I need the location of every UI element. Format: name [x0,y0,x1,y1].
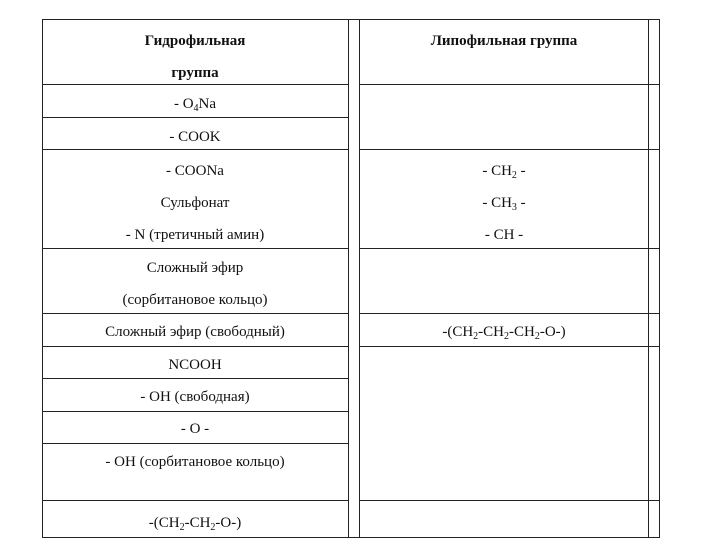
column-divider-b [359,19,360,538]
table-border-right [659,19,660,538]
hydrophilic-item: - N (третичный амин) [125,227,265,243]
row-line [42,500,349,501]
header-lipophilic: Липофильная группа [430,33,578,49]
column-divider-a [348,19,349,538]
hydrophilic-item: $-(CH_2-CH_2-O-)$ [148,515,242,533]
row-line [42,411,349,412]
row-line [359,248,660,249]
hydrophilic-item: (сорбитановое кольцо) [122,292,268,308]
row-line [42,149,349,150]
hydrophilic-item: Сульфонат [160,195,230,211]
lipophilic-item: - $CH_2$ - [482,163,526,181]
row-line [42,346,349,347]
header-hydrophilic: Гидрофильная [144,33,246,49]
row-line [42,443,349,444]
table-border-right-inner [648,19,649,538]
row-line [42,248,349,249]
hydrophilic-item: Сложный эфир [146,260,244,276]
table-border-top [42,19,660,20]
header-hydrophilic-line2: группа [171,65,219,81]
lipophilic-item: - CH - [484,227,524,243]
hydrophilic-item: - COOK [169,129,221,145]
hydrophilic-item: - COONa [166,163,224,179]
hydrophilic-item: - $O_4Na$ [173,96,217,114]
hydrophilic-item: Сложный эфир (свободный) [105,324,285,340]
hydrophilic-item: - OH (сорбитановое кольцо) [105,454,285,470]
lipophilic-item: $-(CH_2-CH_2-CH_2-O-)$ [442,324,566,342]
row-line [359,313,660,314]
lipophilic-item: - $CH_3$ - [482,195,526,213]
row-line [42,313,349,314]
row-line [359,500,660,501]
row-line [42,378,349,379]
row-line [359,84,660,85]
table-border-bottom [42,537,660,538]
hydrophilic-item: - O - [180,421,210,437]
row-line [42,84,349,85]
row-line [359,149,660,150]
row-line [359,346,660,347]
hydrophilic-item: - OH (свободная) [140,389,250,405]
row-line [42,117,349,118]
hydrophilic-item: NCOOH [168,357,222,373]
